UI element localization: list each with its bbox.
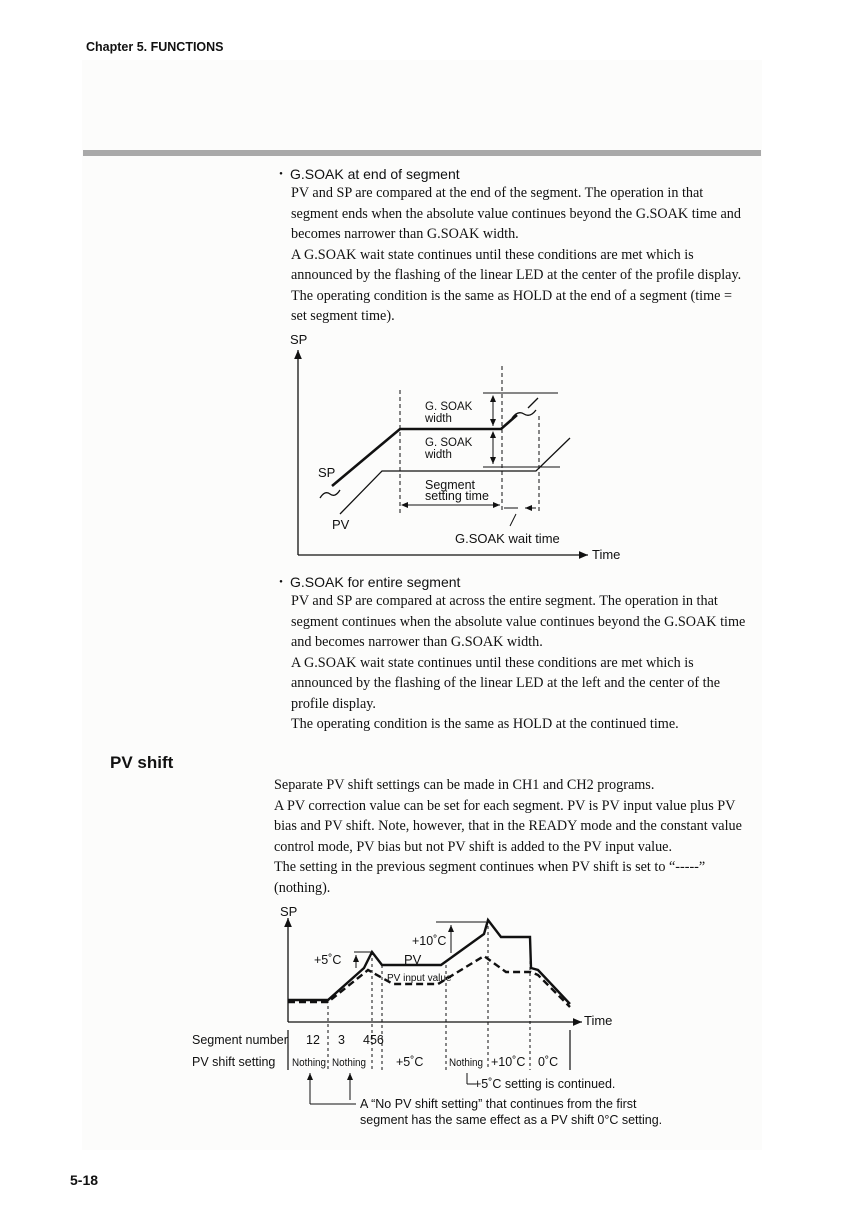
text-line: segment ends when the absolute value continues beyond the G.SOAK time and	[291, 205, 741, 222]
gsoak-width-label-bottom: G. SOAK	[425, 437, 473, 449]
setting-nothing-1: Nothing	[292, 1057, 326, 1069]
text-line: The operating condition is the same as HOLD at the end of a segment (time =	[291, 287, 732, 304]
pv-curve-label: PV	[404, 952, 422, 967]
gsoak-entire-heading-text: G.SOAK for entire segment	[290, 574, 461, 590]
time-axis-label: Time	[592, 547, 621, 562]
pv-shift-text	[274, 775, 761, 898]
chapter-header: Chapter 5. FUNCTIONS	[86, 40, 224, 54]
gsoak-entire-heading	[274, 572, 460, 592]
gsoak-width-label-top-2: width	[425, 413, 452, 425]
nothing-note-line2: segment has the same effect as a PV shift 0°C setting.	[360, 1113, 663, 1127]
gsoak-end-text	[291, 183, 761, 327]
time-axis-label: Time	[584, 1013, 613, 1028]
sp-axis-label: SP	[290, 332, 308, 347]
text-line: The setting in the previous segment continues when PV shift is set to “-----”	[274, 859, 706, 875]
header-rule	[83, 150, 761, 156]
section-title: PV shift	[110, 753, 174, 772]
text-line: PV and SP are compared at across the entire segment. The operation in that	[291, 593, 718, 609]
segment-number: 456	[363, 1033, 384, 1047]
text-line: bias and PV shift. Note, however, that in the READY mode and the constant value	[274, 818, 742, 834]
plus5-label: +5˚C	[314, 953, 342, 967]
text-line: The operating condition is the same as HOLD at the continued time.	[291, 716, 679, 732]
gsoak-end-diagram	[280, 328, 640, 568]
bullet-mark: ・	[274, 574, 288, 590]
nothing-note-line1: A “No PV shift setting” that continues from the first	[360, 1097, 637, 1111]
segment-number: 12	[306, 1033, 320, 1047]
wait-time-label: G.SOAK wait time	[455, 531, 560, 546]
plus10-label: +10˚C	[412, 934, 447, 948]
pv-shift-setting-label: PV shift setting	[192, 1055, 276, 1069]
gsoak-width-label-top: G. SOAK	[425, 401, 473, 413]
sp-curve-label: SP	[318, 465, 336, 480]
sp-break-mark	[320, 490, 340, 498]
continued-note: +5˚C setting is continued.	[474, 1077, 616, 1091]
text-line: A G.SOAK wait state continues until these conditions are met which is	[291, 654, 694, 671]
text-line: profile display.	[291, 695, 376, 712]
gsoak-width-label-bottom-2: width	[425, 449, 452, 461]
text-line: (nothing).	[274, 879, 331, 896]
page-number: 5-18	[70, 1172, 99, 1188]
setting-plus10: +10˚C	[491, 1055, 526, 1069]
segment-number-label: Segment number	[192, 1033, 288, 1047]
text-line: Separate PV shift settings can be made in CH1 and CH2 programs.	[274, 777, 655, 793]
text-line: A G.SOAK wait state continues until these conditions are met which is	[291, 246, 694, 263]
sp-axis-label: SP	[280, 904, 298, 919]
setting-nothing-3: Nothing	[449, 1057, 483, 1069]
pv-input-label: PV input value	[387, 973, 452, 984]
gsoak-end-heading-text: G.SOAK at end of segment	[290, 166, 460, 182]
gsoak-end-heading	[274, 164, 460, 184]
text-line: control mode, PV bias but not PV shift is added to the PV input value.	[274, 838, 673, 855]
text-line: and becomes narrower than G.SOAK width.	[291, 634, 543, 650]
pv-curve-label: PV	[332, 517, 350, 532]
setting-nothing-2: Nothing	[332, 1057, 366, 1069]
setting-zero: 0˚C	[538, 1055, 559, 1069]
text-line: announced by the flashing of the linear LED at the center of the profile display.	[291, 267, 742, 283]
pv-shift-diagram	[186, 900, 663, 1132]
text-line: PV and SP are compared at the end of the segment. The operation in that	[291, 185, 704, 201]
text-line: announced by the flashing of the linear LED at the left and the center of the	[291, 675, 721, 691]
segment-number: 3	[338, 1033, 345, 1047]
setting-plus5: +5˚C	[396, 1055, 424, 1069]
gsoak-entire-text	[291, 591, 761, 735]
bullet-mark: ・	[274, 166, 288, 182]
segment-time-label-2: setting time	[425, 489, 489, 503]
text-line: set segment time).	[291, 308, 395, 324]
segment-time-label: Segment	[425, 478, 476, 492]
text-line: segment continues when the absolute value continues beyond the G.SOAK time	[291, 613, 746, 630]
text-line: becomes narrower than G.SOAK width.	[291, 226, 519, 242]
text-line: A PV correction value can be set for each segment. PV is PV input value plus PV	[274, 797, 736, 814]
